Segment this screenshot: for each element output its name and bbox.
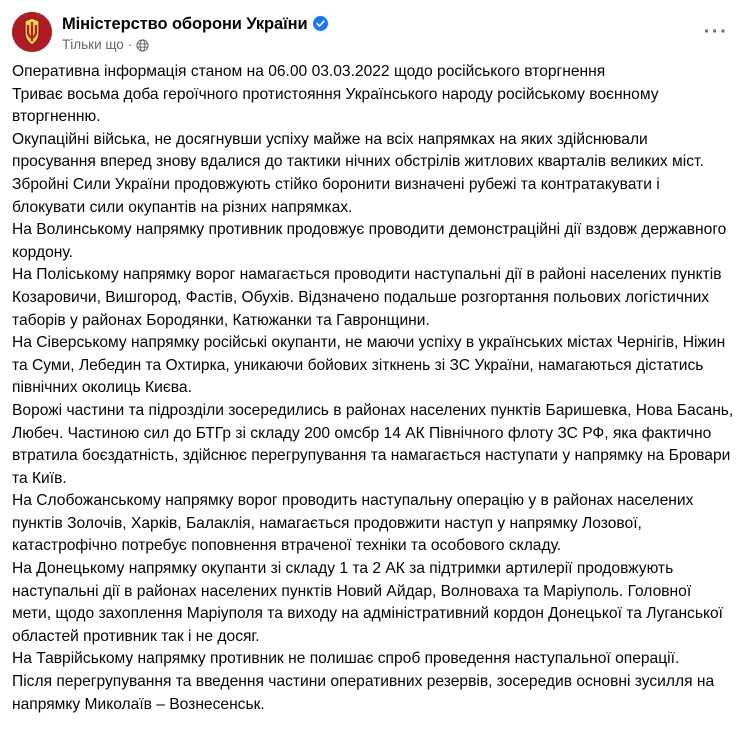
post-options-button[interactable]: ··· — [703, 21, 729, 43]
post-paragraph: Ворожі частини та підрозділи зосередились в районах населених пунктів Баришевка, Нова Басань, Любеч. Частиною сил до БТГр зі складу 200 омсбр 14 АК Північного флоту ЗС РФ, яка фактично втратила боєздатність, здійснює перегрупування та намагається наступати у напрямку на Бровари та Київ. — [12, 401, 734, 487]
ministry-of-defence-emblem-icon — [12, 12, 52, 52]
page-name-row — [62, 14, 328, 34]
post-paragraph: На Слобожанському напрямку ворог проводить наступальну операцію у в районах населених пунктів Золочів, Харків, Балаклія, намагається продовжити наступ у напрямку Лозової, катастрофічно потребує поповнення втраченої техніки та особового складу. — [12, 492, 694, 555]
post-paragraph: На Поліському напрямку ворог намагається проводити наступальні дії в районі населених пунктів Козаровичи, Вишгород, Фастів, Обухів. Відзначено подальше розгортання польових логістичних таборів у районах Бородянки, Катюжанки та Гавронщини. — [12, 266, 722, 329]
post-paragraph: Триває восьма доба героїчного протистояння Українського народу російському воєнному вторгненню. — [12, 85, 659, 126]
post-body — [12, 61, 734, 720]
post-paragraph: На Сіверському напрямку російські окупанти, не маючи успіху в українських містах Чернігів, Ніжин та Суми, Лебедин та Охтирка, уникаючи бойових зіткнень зі ЗС України, намагаються дістатись північних околиць Києва. — [12, 334, 726, 397]
post-paragraph: На Волинському напрямку противник продовжує проводити демонстраційні дії вздовж державного кордону. — [12, 221, 727, 261]
post-header-text — [62, 12, 328, 53]
post-paragraph: Оперативна інформація станом на 06.00 03.03.2022 щодо російського вторгнення — [12, 63, 606, 80]
post-paragraph: Окупаційні війська, не досягнувши успіху майже на всіх напрямках на яких здійснювали просування вперед знову вдалися до тактики нічних обстрілів житлових кварталів великих міст. — [12, 130, 704, 171]
globe-icon[interactable] — [136, 39, 149, 52]
post-paragraph: Після перегрупування та введення частини оперативних резервів, зосередив основні зусилля на напрямку Миколаїв – Вознесенськ. — [12, 673, 715, 713]
post-meta — [62, 37, 328, 53]
page-name[interactable]: Міністерство оборони України — [62, 14, 308, 33]
post-header — [12, 10, 734, 61]
post-paragraph: На Донецькому напрямку окупанти зі складу 1 та 2 АК за підтримки артилерії продовжують наступальні дії в районах населених пунктів Новий Айдар, Волноваха та Маріуполь. Головної мети, щодо захоплення Маріуполя та виходу на адміністративний кордон Донецької та Луганської областей противник так і не досяг. — [12, 560, 723, 645]
verified-badge-icon — [313, 16, 328, 31]
avatar[interactable] — [12, 12, 52, 52]
post-timestamp[interactable]: Тільки що — [62, 36, 124, 52]
post-paragraph: Збройні Сили України продовжують стійко боронити визначені рубежі та контратакувати і блокувати сили окупантів на різних напрямках. — [12, 175, 660, 216]
post-paragraph: На Таврійському напрямку противник не полишає спроб проведення наступальної операції. — [12, 650, 680, 668]
meta-separator: · — [127, 36, 133, 52]
